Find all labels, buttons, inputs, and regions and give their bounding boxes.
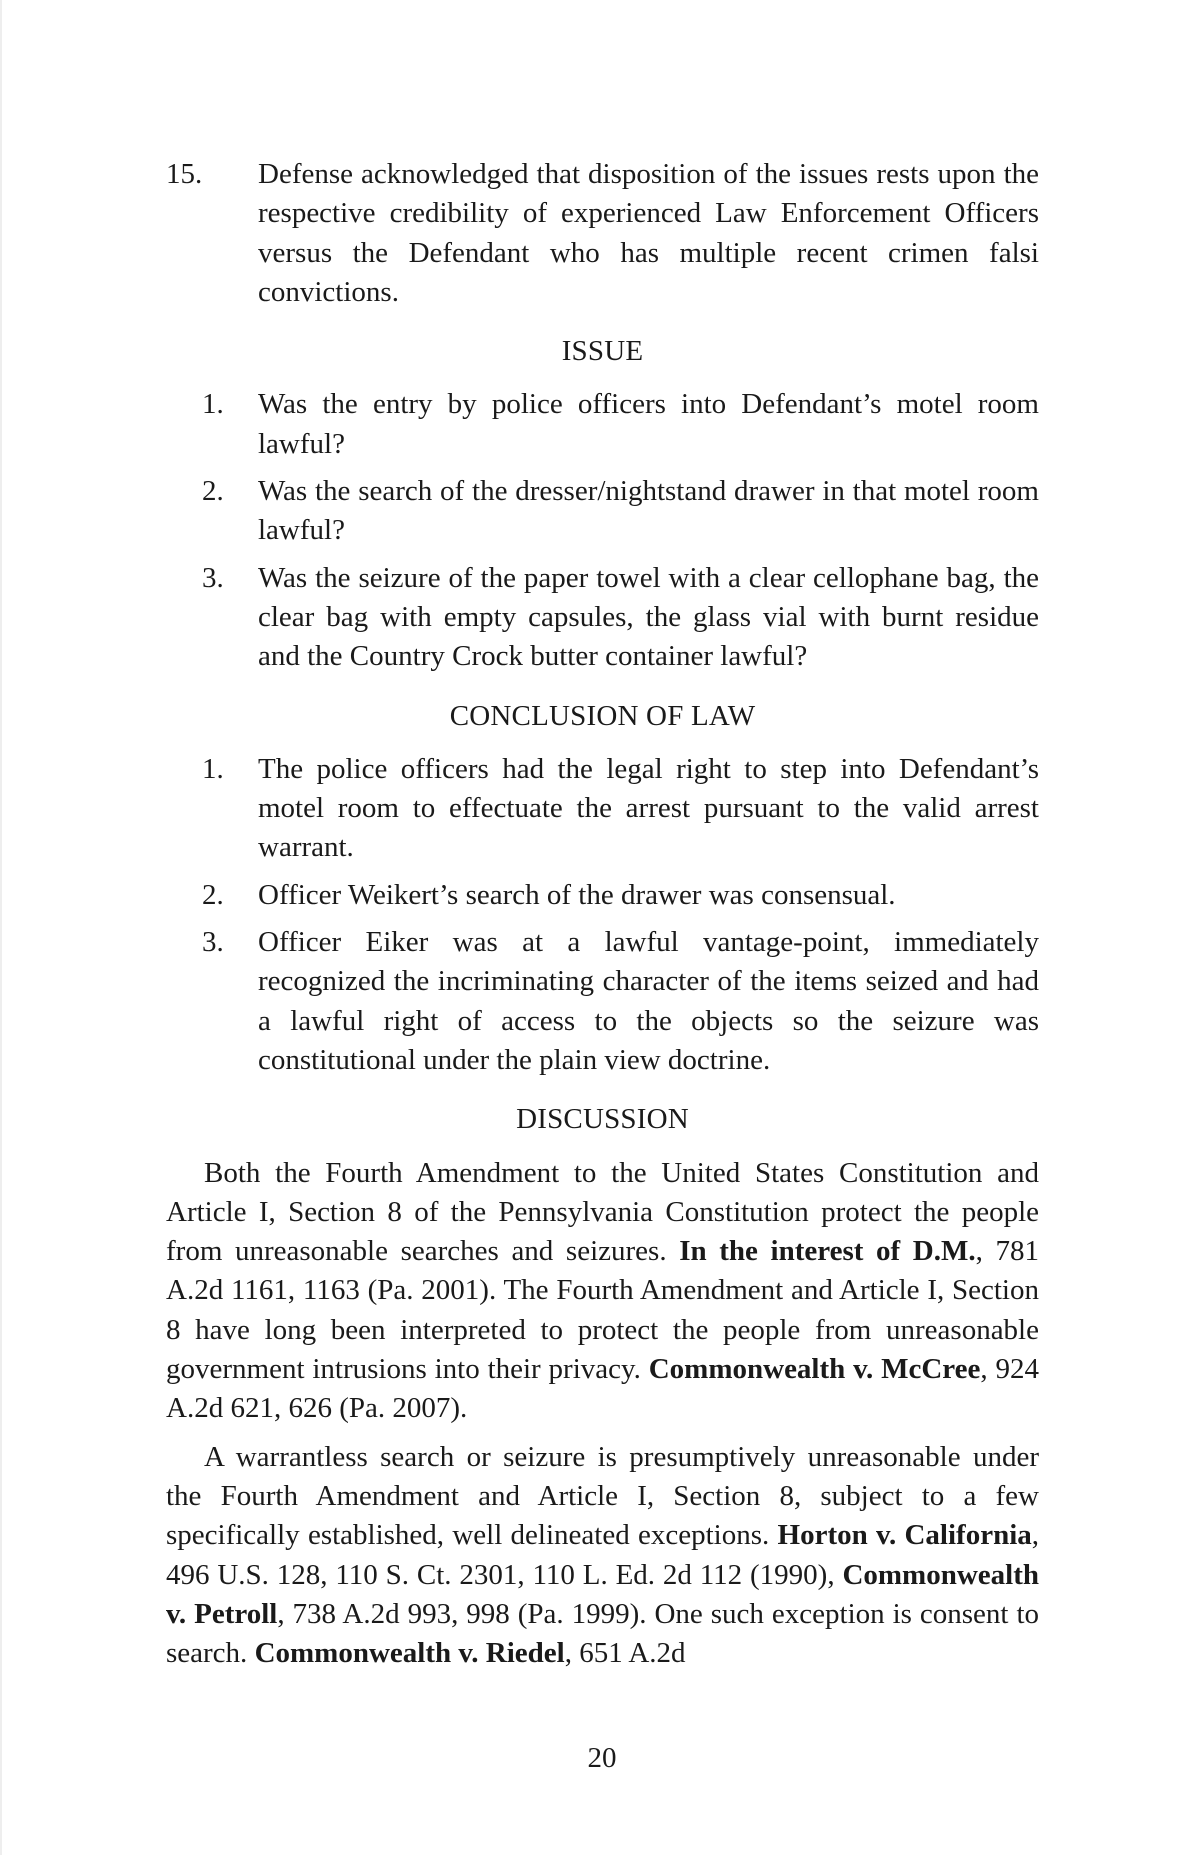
conclusion-heading: CONCLUSION OF LAW	[449, 699, 756, 732]
case-citation: Commonwealth v. Petroll	[166, 1558, 1039, 1630]
conclusion-item-1	[166, 750, 1039, 868]
discussion-heading: DISCUSSION	[516, 1103, 689, 1136]
case-citation: Commonwealth v. McCree	[648, 1353, 981, 1386]
item-text: Was the entry by police officers into Defendant’s motel room lawful?	[258, 388, 1039, 460]
conclusion-item-2	[166, 876, 1039, 915]
item-text: Defense acknowledged that disposition of the issues rests upon the respective credibility of experienced Law Enforcement Officers versus the Defendant who has multiple recent crimen falsi convictions.	[258, 158, 1039, 308]
item-number: 2.	[202, 878, 224, 911]
case-citation: Horton v. California	[777, 1519, 1032, 1552]
item-number: 3.	[202, 926, 224, 959]
item-number: 2.	[202, 475, 224, 508]
item-number: 15.	[166, 158, 203, 190]
paragraph-text: Both the Fourth Amendment to the United States Constitution and Article I, Section 8 of the Pennsylvania Constitution protect the people from unreasonable searches and seizures.	[166, 1156, 1039, 1268]
page-content	[166, 155, 1039, 1682]
item-text: The police officers had the legal right to step into Defendant’s motel room to effectuate the arrest pursuant to the valid arrest warrant.	[258, 752, 1039, 864]
item-number: 3.	[202, 561, 224, 594]
paragraph-text: , 781 A.2d 1161, 1163 (Pa. 2001). The Fourth Amendment and Article I, Section 8 have long been interpreted to protect the people from unreasonable government intrusions into their privacy.	[166, 1235, 1040, 1386]
case-citation: Commonwealth v. Riedel	[254, 1637, 565, 1670]
issue-heading: ISSUE	[561, 335, 644, 368]
issue-item-3	[166, 559, 1039, 677]
paragraph-text: A warrantless search or seizure is presumptively unreasonable under the Fourth Amendment and Article I, Section 8, subject to a few specifically established, well delineated exceptions.	[166, 1440, 1039, 1552]
item-text: Was the search of the dresser/nightstand drawer in that motel room lawful?	[258, 475, 1039, 547]
issue-item-2	[166, 472, 1039, 551]
case-citation: In the interest of D.M.	[679, 1235, 976, 1268]
item-text: Was the seizure of the paper towel with a clear cellophane bag, the clear bag with empty capsules, the glass vial with burnt residue and the Country Crock butter container lawful?	[258, 561, 1039, 673]
conclusion-item-3	[166, 923, 1039, 1080]
item-number: 1.	[202, 752, 224, 785]
paragraph-text: , 924 A.2d 621, 626 (Pa. 2007).	[166, 1353, 1040, 1425]
paragraph-text: , 496 U.S. 128, 110 S. Ct. 2301, 110 L. Ed. 2d 112 (1990),	[166, 1519, 1039, 1591]
page-number: 20	[587, 1742, 617, 1774]
item-text: Officer Eiker was at a lawful vantage-point, immediately recognized the incriminating character of the items seized and had a lawful right of access to the objects so the seizure was constitutional under the plain view doctrine.	[258, 926, 1039, 1076]
paragraph-text: , 651 A.2d	[564, 1637, 686, 1670]
discussion-paragraph-2	[166, 1438, 1039, 1674]
item-text: Officer Weikert’s search of the drawer was consensual.	[258, 878, 896, 911]
issue-item-1	[166, 385, 1039, 464]
finding-item-15	[166, 155, 1039, 312]
paragraph-text: , 738 A.2d 993, 998 (Pa. 1999). One such exception is consent to search.	[166, 1597, 1040, 1670]
discussion-paragraph-1	[166, 1154, 1039, 1429]
item-number: 1.	[202, 388, 224, 421]
